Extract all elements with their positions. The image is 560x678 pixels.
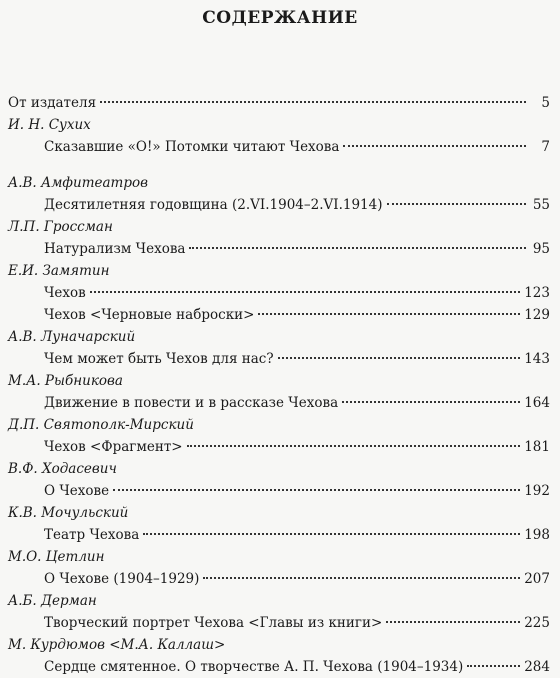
toc-entry-page: 143 bbox=[524, 351, 550, 367]
section-gap bbox=[8, 158, 550, 172]
toc-author: М. Курдюмов <М.А. Каллаш> bbox=[8, 637, 226, 653]
toc-entry[interactable] bbox=[8, 136, 550, 158]
toc-author: Л.П. Гроссман bbox=[8, 219, 113, 235]
toc-author: К.В. Мочульский bbox=[8, 505, 129, 521]
toc-entry-title: Движение в повести и в рассказе Чехова bbox=[44, 395, 339, 411]
toc-entry[interactable] bbox=[8, 524, 550, 546]
toc-entry-page: 129 bbox=[524, 307, 550, 323]
toc-entry-title: От издателя bbox=[8, 95, 97, 111]
toc-entry-page: 95 bbox=[532, 241, 550, 257]
toc-entry[interactable] bbox=[8, 282, 550, 304]
toc-entry-title: Сердце смятенное. О творчестве А. П. Чехова (1904–1934) bbox=[44, 659, 464, 675]
toc-entry-title: Натурализм Чехова bbox=[44, 241, 186, 257]
toc-entry-page: 55 bbox=[532, 197, 550, 213]
toc-entry-page: 198 bbox=[524, 527, 550, 543]
toc-entry-title: Театр Чехова bbox=[44, 527, 140, 543]
toc-entry-title: Десятилетняя годовщина (2.VI.1904–2.VI.1914) bbox=[44, 197, 383, 213]
toc-entry-page: 5 bbox=[541, 95, 550, 111]
toc-entry[interactable] bbox=[8, 392, 550, 414]
toc-entry-page: 123 bbox=[524, 285, 550, 301]
toc-entry-title: Чехов <Фрагмент> bbox=[44, 439, 183, 455]
toc-entry-title: Чехов <Черновые наброски> bbox=[44, 307, 255, 323]
toc-entry[interactable] bbox=[8, 656, 550, 678]
toc-author: И. Н. Сухих bbox=[8, 117, 91, 133]
dot-leader bbox=[258, 313, 520, 315]
dot-leader bbox=[113, 489, 520, 491]
dot-leader bbox=[143, 533, 520, 535]
toc-author: Е.И. Замятин bbox=[8, 263, 110, 279]
page-title: СОДЕРЖАНИЕ bbox=[202, 8, 358, 28]
toc-entry-title: Сказавшие «О!» Потомки читают Чехова bbox=[44, 139, 340, 155]
dot-leader bbox=[387, 203, 527, 205]
toc-entry-title: Творческий портрет Чехова <Главы из книги> bbox=[44, 615, 383, 631]
toc-entry[interactable] bbox=[8, 238, 550, 260]
toc-author: М.О. Цетлин bbox=[8, 549, 105, 565]
toc-author: В.Ф. Ходасевич bbox=[8, 461, 117, 477]
toc-entry-page: 181 bbox=[524, 439, 550, 455]
toc-entry-title: Чехов bbox=[44, 285, 86, 301]
toc-entry[interactable] bbox=[8, 92, 550, 114]
dot-leader bbox=[343, 145, 526, 147]
toc-author: М.А. Рыбникова bbox=[8, 373, 123, 389]
dot-leader bbox=[100, 101, 526, 103]
toc-entry[interactable] bbox=[8, 194, 550, 216]
dot-leader bbox=[187, 445, 521, 447]
toc-entry-page: 207 bbox=[524, 571, 550, 587]
dot-leader bbox=[467, 665, 520, 667]
toc-entry-title: О Чехове bbox=[44, 483, 110, 499]
toc-entry[interactable] bbox=[8, 612, 550, 634]
toc-entry-title: Чем может быть Чехов для нас? bbox=[44, 351, 274, 367]
toc-entry[interactable] bbox=[8, 348, 550, 370]
dot-leader bbox=[278, 357, 521, 359]
toc-entry[interactable] bbox=[8, 480, 550, 502]
toc-entry-page: 284 bbox=[524, 659, 550, 675]
toc-author: А.В. Луначарский bbox=[8, 329, 136, 345]
toc-entry-page: 7 bbox=[541, 139, 550, 155]
dot-leader bbox=[386, 621, 520, 623]
dot-leader bbox=[90, 291, 520, 293]
toc-author: А.В. Амфитеатров bbox=[8, 175, 148, 191]
toc-author: Д.П. Святополк-Мирский bbox=[8, 417, 194, 433]
dot-leader bbox=[342, 401, 520, 403]
toc-entry-title: О Чехове (1904–1929) bbox=[44, 571, 200, 587]
toc-entry-page: 192 bbox=[524, 483, 550, 499]
toc-entry-page: 164 bbox=[524, 395, 550, 411]
dot-leader bbox=[189, 247, 526, 249]
toc-author: А.Б. Дерман bbox=[8, 593, 97, 609]
toc-entry-page: 225 bbox=[524, 615, 550, 631]
toc-entry[interactable] bbox=[8, 304, 550, 326]
table-of-contents bbox=[8, 92, 550, 678]
toc-entry[interactable] bbox=[8, 436, 550, 458]
toc-entry[interactable] bbox=[8, 568, 550, 590]
dot-leader bbox=[203, 577, 520, 579]
